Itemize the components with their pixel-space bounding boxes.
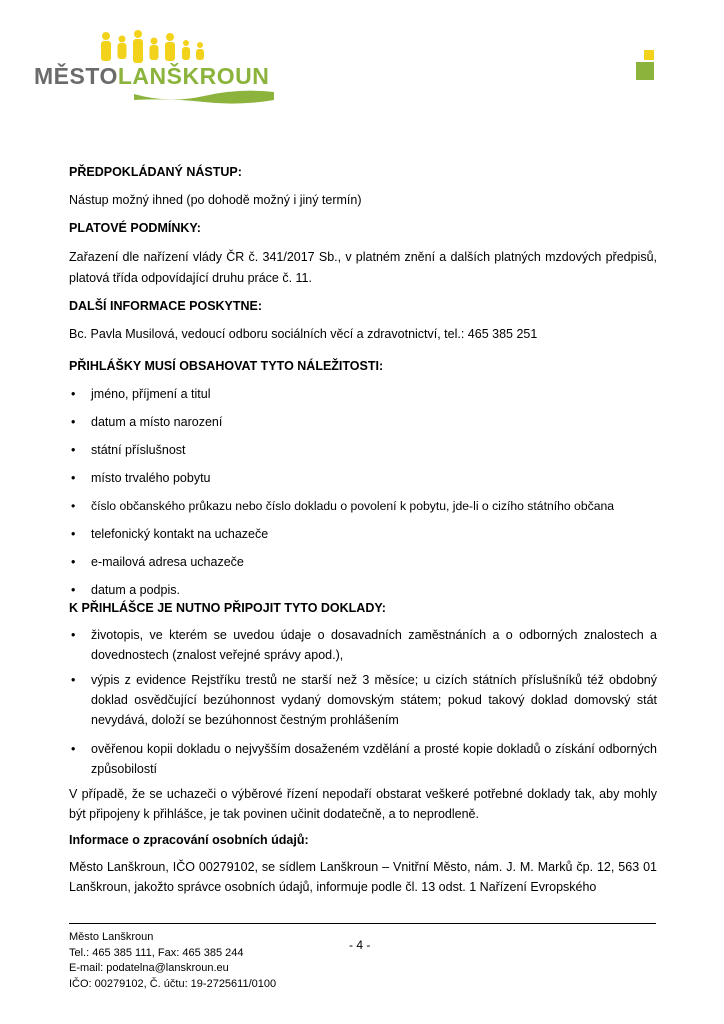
doklady-heading: K PŘIHLÁŠCE JE NUTNO PŘIPOJIT TYTO DOKLADY: bbox=[69, 601, 386, 615]
info-heading: DALŠÍ INFORMACE POSKYTNE: bbox=[69, 299, 263, 313]
list-item: • ověřenou kopii dokladu o nejvyšším dosaženém vzdělání a prosté kopie dokladů o získání odborných způsobilostí bbox=[69, 739, 657, 779]
document-body bbox=[69, 163, 657, 600]
bullet-icon: • bbox=[71, 673, 76, 687]
platove-heading: PLATOVÉ PODMÍNKY: bbox=[69, 221, 201, 235]
list-item: • výpis z evidence Rejstříku trestů ne starší než 3 měsíce; u cizích státních příslušníků též obdobný doklad osvědčující bezúhonnost vydaný domovským státem; pokud takový doklad domovský stát nevydává, doloží se bezúhonnost čestným prohlášením bbox=[69, 670, 657, 730]
bullet-icon: • bbox=[71, 471, 76, 485]
footer-email: E-mail: podatelna@lanskroun.eu bbox=[69, 962, 229, 974]
bullet-icon: • bbox=[71, 499, 76, 513]
bullet-icon: • bbox=[71, 527, 76, 541]
bullet-icon: • bbox=[71, 628, 76, 642]
logo-word-mesto: MĚSTO bbox=[34, 63, 118, 89]
bullet-icon: • bbox=[71, 415, 76, 429]
bullet-icon: • bbox=[71, 742, 76, 756]
logo-word-lanskroun: LANŠKROUN bbox=[117, 63, 270, 89]
list-item: • státní příslušnost bbox=[69, 441, 657, 460]
nastup-heading: PŘEDPOKLÁDANÝ NÁSTUP: bbox=[69, 165, 242, 179]
doklady-list-3 bbox=[69, 739, 657, 779]
bullet-icon: • bbox=[71, 555, 76, 569]
pripad-text: V případě, že se uchazeči o výběrové řízení nepodaří obstarat veškeré potřebné doklady tak, aby mohly být připojeny k přihlášce, je tak povinen učinit dodatečně, a to neprodleně. bbox=[69, 787, 657, 821]
platove-text: Zařazení dle nařízení vlády ČR č. 341/2017 Sb., v platném znění a dalších platných mzdových předpisů, platová třída odpovídající druhu práce č. 11. bbox=[69, 250, 657, 285]
footer-contact bbox=[69, 930, 276, 992]
footer-org-name: Město Lanškroun bbox=[69, 931, 154, 943]
gdpr-text: Město Lanškroun, IČO 00279102, se sídlem Lanškroun – Vnitřní Město, nám. J. M. Marků čp. 12, 563 01 Lanškroun, jakožto správce osobních údajů, informuje podle čl. 13 odst. 1 Nařízení Evropského bbox=[69, 860, 657, 894]
logo-wordmark bbox=[34, 63, 269, 90]
list-item: • jméno, příjmení a titul bbox=[69, 385, 657, 404]
list-item: • životopis, ve kterém se uvedou údaje o dosavadních zaměstnáních a o odborných znalostech a dovednostech (znalost veřejné správy apod.), bbox=[69, 625, 657, 665]
list-item: • telefonický kontakt na uchazeče bbox=[69, 525, 657, 544]
list-item: • číslo občanského průkazu nebo číslo dokladu o povolení k pobytu, jde-li o cizího státního občana bbox=[69, 497, 657, 516]
prihlasky-list bbox=[69, 385, 657, 600]
corner-squares-icon bbox=[636, 50, 658, 86]
doklady-section bbox=[69, 599, 657, 618]
doklady-list bbox=[69, 625, 657, 665]
footer-ico: IČO: 00279102, Č. účtu: 19-2725611/0100 bbox=[69, 977, 277, 990]
gdpr-heading: Informace o zpracování osobních údajů: bbox=[69, 833, 309, 847]
info-text: Bc. Pavla Musilová, vedoucí odboru sociálních věcí a zdravotnictví, tel.: 465 385 251 bbox=[69, 327, 538, 341]
bullet-icon: • bbox=[71, 583, 76, 597]
doklady-list-2 bbox=[69, 670, 657, 730]
mesto-lanskroun-logo bbox=[34, 30, 270, 100]
nastup-text: Nástup možný ihned (po dohodě možný i jiný termín) bbox=[69, 193, 362, 207]
list-item: • datum a místo narození bbox=[69, 413, 657, 432]
logo-wave-icon bbox=[134, 88, 274, 104]
list-item: • datum a podpis. bbox=[69, 581, 657, 600]
footer-phone: Tel.: 465 385 111, Fax: 465 385 244 bbox=[69, 946, 244, 959]
page-number: - 4 - bbox=[349, 938, 371, 952]
bullet-icon: • bbox=[71, 443, 76, 457]
prihlasky-heading: PŘIHLÁŠKY MUSÍ OBSAHOVAT TYTO NÁLEŽITOSTI: bbox=[69, 359, 384, 373]
bullet-icon: • bbox=[71, 387, 76, 401]
list-item: • e-mailová adresa uchazeče bbox=[69, 553, 657, 572]
footer-divider bbox=[69, 923, 656, 924]
list-item: • místo trvalého pobytu bbox=[69, 469, 657, 488]
